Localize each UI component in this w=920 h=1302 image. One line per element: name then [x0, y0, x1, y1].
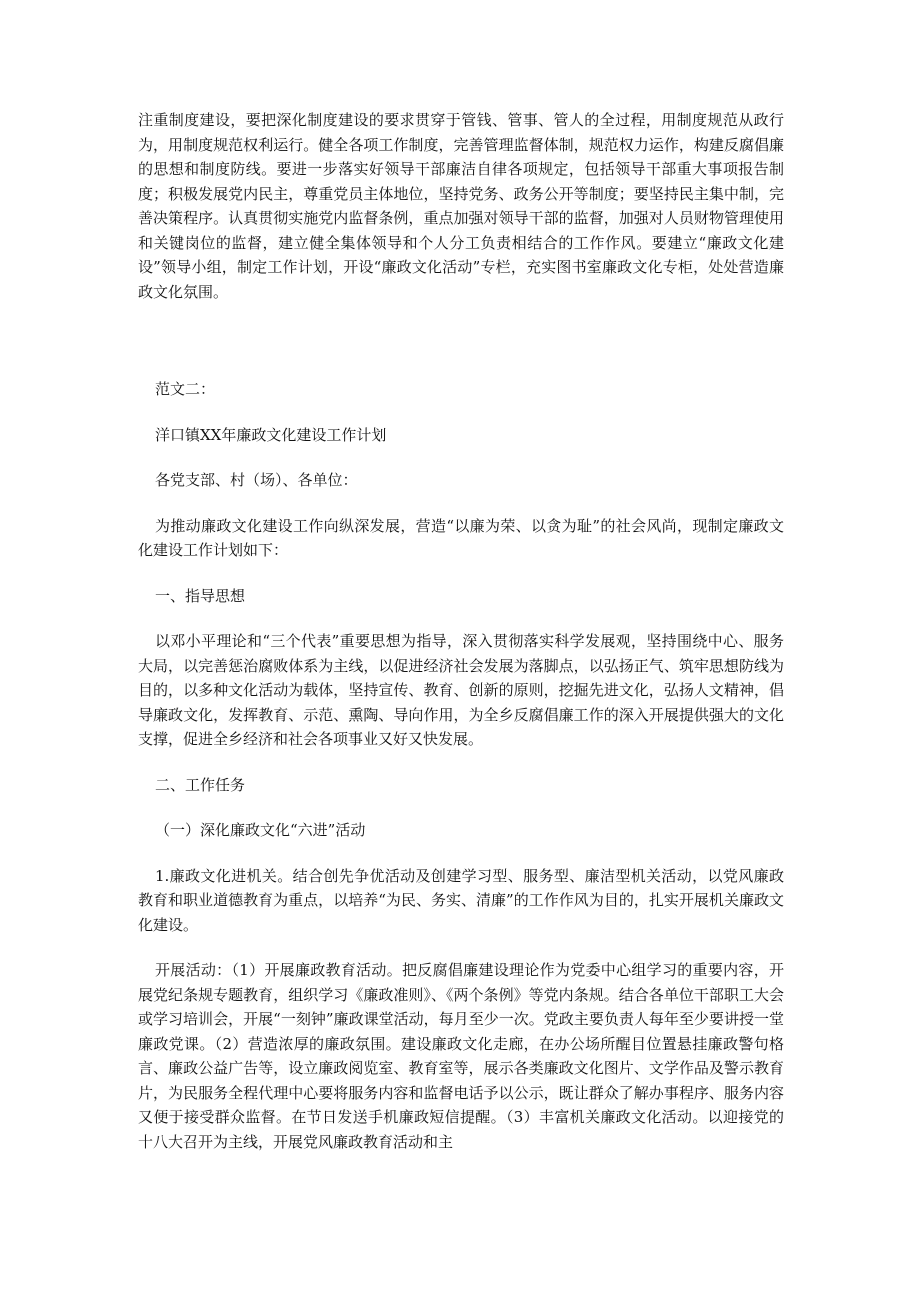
item-agencies-paragraph: 1.廉政文化进机关。结合创先争优活动及创建学习型、服务型、廉洁型机关活动，以党风廉政教育和职业道德教育为重点，以培养“为民、务实、清廉”的工作作风为目的，扎实开展机关廉政文化建设。: [138, 866, 784, 934]
document-title: 洋口镇XX年廉政文化建设工作计划: [155, 425, 387, 444]
subsection-heading-six-entries: （一）深化廉政文化“六进”活动: [155, 821, 366, 839]
section-heading-guiding-ideology: 一、指导思想: [155, 586, 246, 605]
intro-paragraph: 为推动廉政文化建设工作向纵深发展，营造“以廉为荣、以贪为耻”的社会风尚，现制定廉政文化建设工作计划如下：: [138, 516, 784, 559]
activities-paragraph: 开展活动：（1）开展廉政教育活动。把反腐倡廉建设理论作为党委中心组学习的重要内容，开展党纪条规专题教育，组织学习《廉政准则》、《两个条例》等党内条规。结合各单位干部职工大会或学习培训会，开展“一刻钟”廉政课堂活动，每月至少一次。党政主要负责人每年至少要讲授一堂廉政党课。（2）营造浓厚的廉政氛围。建设廉政文化走廊，在办公场所醒目位置悬挂廉政警句格言、廉政公益广告等，设立廉政阅览室、教育室等，展示各类廉政文化图片、文学作品及警示教育片，为民服务全程代理中心要将服务内容和监督电话予以公示，既让群众了解办事程序、服务内容又便于接受群众监督。在节日发送手机廉政短信提醒。（3）丰富机关廉政文化活动。以迎接党的十八大召开为主线，开展党风廉政教育活动和主: [138, 961, 784, 1151]
document-page: [138, 108, 784, 1154]
guiding-ideology-paragraph: 以邓小平理论和“三个代表”重要思想为指导，深入贯彻落实科学发展观，坚持围绕中心、服务大局，以完善惩治腐败体系为主线，以促进经济社会发展为落脚点，以弘扬正气、筑牢思想防线为目的，以多种文化活动为载体，坚持宣传、教育、创新的原则，挖掘先进文化，弘扬人文精神，倡导廉政文化，发挥教育、示范、熏陶、导向作用，为全乡反腐倡廉工作的深入开展提供强大的文化支撑，促进全乡经济和社会各项事业又好又快发展。: [138, 632, 784, 748]
salutation: 各党支部、村（场）、各单位：: [155, 471, 358, 489]
sample-label: 范文二：: [155, 380, 216, 398]
section-heading-work-tasks: 二、工作任务: [155, 775, 246, 794]
paragraph-institution-building: 注重制度建设，要把深化制度建设的要求贯穿于管钱、管事、管人的全过程，用制度规范从政行为，用制度规范权利运行。健全各项工作制度，完善管理监督体制，规范权力运作，构建反腐倡廉的思想和制度防线。要进一步落实好领导干部廉洁自律各项规定，包括领导干部重大事项报告制度；积极发展党内民主，尊重党员主体地位，坚持党务、政务公开等制度；要坚持民主集中制，完善决策程序。认真贯彻实施党内监督条例，重点加强对领导干部的监督，加强对人员财物管理使用和关键岗位的监督，建立健全集体领导和个人分工负责相结合的工作作风。要建立“廉政文化建设”领导小组，制定工作计划，开设“廉政文化活动”专栏，充实图书室廉政文化专柜，处处营造廉政文化氛围。: [138, 111, 784, 301]
